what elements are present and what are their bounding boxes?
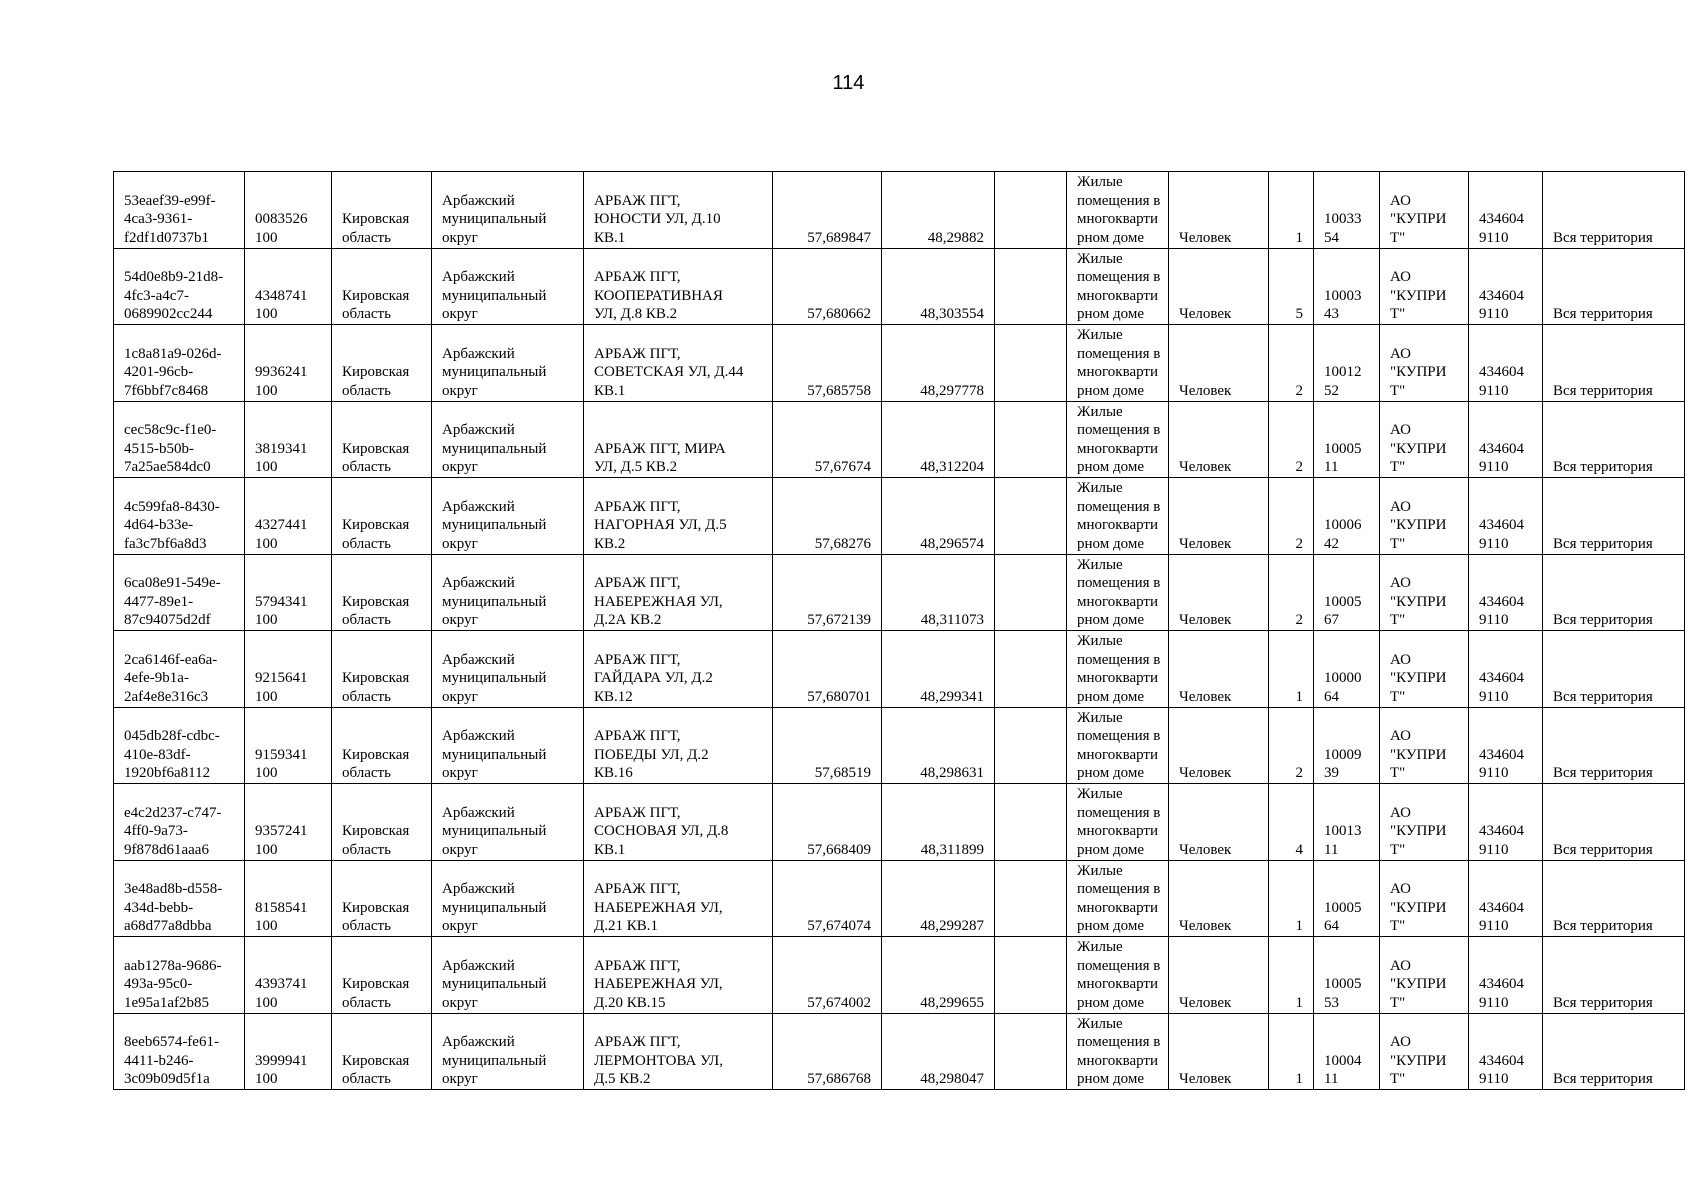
table-row [114, 784, 1685, 861]
id-cell: 10006 42 [1314, 478, 1380, 555]
unit-cell: Человек [1169, 401, 1269, 478]
district-cell: Арбажский муниципальный округ [432, 631, 584, 708]
region-cell: Кировская область [332, 554, 432, 631]
table-row [114, 554, 1685, 631]
empty-cell [995, 707, 1067, 784]
count-cell: 5 [1269, 248, 1314, 325]
address-cell: АРБАЖ ПГТ, КООПЕРАТИВНАЯ УЛ, Д.8 КВ.2 [584, 248, 773, 325]
inn-cell: 434604 9110 [1469, 631, 1543, 708]
table-row [114, 937, 1685, 1014]
count-cell: 1 [1269, 1013, 1314, 1090]
code-cell: 9215641 100 [245, 631, 332, 708]
longitude-cell: 48,298047 [882, 1013, 995, 1090]
id-cell: 10003 43 [1314, 248, 1380, 325]
code-cell: 9159341 100 [245, 707, 332, 784]
object-type-cell: Жилые помещения в многокварти рном доме [1067, 1013, 1169, 1090]
address-cell: АРБАЖ ПГТ, НАБЕРЕЖНАЯ УЛ, Д.21 КВ.1 [584, 860, 773, 937]
count-cell: 1 [1269, 860, 1314, 937]
uuid-cell: 6ca08e91-549e- 4477-89e1- 87c94075d2df [114, 554, 245, 631]
table-row [114, 707, 1685, 784]
latitude-cell: 57,672139 [773, 554, 882, 631]
region-cell: Кировская область [332, 478, 432, 555]
code-cell: 5794341 100 [245, 554, 332, 631]
address-cell: АРБАЖ ПГТ, СОВЕТСКАЯ УЛ, Д.44 КВ.1 [584, 325, 773, 402]
unit-cell: Человек [1169, 248, 1269, 325]
code-cell: 3999941 100 [245, 1013, 332, 1090]
district-cell: Арбажский муниципальный округ [432, 325, 584, 402]
inn-cell: 434604 9110 [1469, 401, 1543, 478]
district-cell: Арбажский муниципальный округ [432, 401, 584, 478]
uuid-cell: 045db28f-cdbc- 410e-83df- 1920bf6a8112 [114, 707, 245, 784]
empty-cell [995, 554, 1067, 631]
latitude-cell: 57,68519 [773, 707, 882, 784]
region-cell: Кировская область [332, 1013, 432, 1090]
empty-cell [995, 860, 1067, 937]
table-row [114, 860, 1685, 937]
operator-cell: АО "КУПРИ Т" [1380, 707, 1469, 784]
operator-cell: АО "КУПРИ Т" [1380, 248, 1469, 325]
inn-cell: 434604 9110 [1469, 784, 1543, 861]
object-type-cell: Жилые помещения в многокварти рном доме [1067, 937, 1169, 1014]
code-cell: 9357241 100 [245, 784, 332, 861]
operator-cell: АО "КУПРИ Т" [1380, 325, 1469, 402]
latitude-cell: 57,686768 [773, 1013, 882, 1090]
id-cell: 10005 53 [1314, 937, 1380, 1014]
unit-cell: Человек [1169, 937, 1269, 1014]
address-cell: АРБАЖ ПГТ, ГАЙДАРА УЛ, Д.2 КВ.12 [584, 631, 773, 708]
territory-cell: Вся территория [1543, 937, 1685, 1014]
longitude-cell: 48,299287 [882, 860, 995, 937]
longitude-cell: 48,298631 [882, 707, 995, 784]
table-row [114, 325, 1685, 402]
object-type-cell: Жилые помещения в многокварти рном доме [1067, 248, 1169, 325]
inn-cell: 434604 9110 [1469, 860, 1543, 937]
address-cell: АРБАЖ ПГТ, СОСНОВАЯ УЛ, Д.8 КВ.1 [584, 784, 773, 861]
address-cell: АРБАЖ ПГТ, НАБЕРЕЖНАЯ УЛ, Д.20 КВ.15 [584, 937, 773, 1014]
latitude-cell: 57,68276 [773, 478, 882, 555]
district-cell: Арбажский муниципальный округ [432, 937, 584, 1014]
code-cell: 8158541 100 [245, 860, 332, 937]
object-type-cell: Жилые помещения в многокварти рном доме [1067, 172, 1169, 249]
object-type-cell: Жилые помещения в многокварти рном доме [1067, 784, 1169, 861]
empty-cell [995, 248, 1067, 325]
table-row [114, 248, 1685, 325]
address-cell: АРБАЖ ПГТ, МИРА УЛ, Д.5 КВ.2 [584, 401, 773, 478]
id-cell: 10013 11 [1314, 784, 1380, 861]
operator-cell: АО "КУПРИ Т" [1380, 478, 1469, 555]
id-cell: 10012 52 [1314, 325, 1380, 402]
count-cell: 2 [1269, 478, 1314, 555]
address-cell: АРБАЖ ПГТ, НАГОРНАЯ УЛ, Д.5 КВ.2 [584, 478, 773, 555]
inn-cell: 434604 9110 [1469, 248, 1543, 325]
district-cell: Арбажский муниципальный округ [432, 248, 584, 325]
territory-cell: Вся территория [1543, 1013, 1685, 1090]
region-cell: Кировская область [332, 937, 432, 1014]
latitude-cell: 57,67674 [773, 401, 882, 478]
latitude-cell: 57,680662 [773, 248, 882, 325]
uuid-cell: 2ca6146f-ea6a- 4efe-9b1a- 2af4e8e316c3 [114, 631, 245, 708]
uuid-cell: 1c8a81a9-026d- 4201-96cb- 7f6bbf7c8468 [114, 325, 245, 402]
address-cell: АРБАЖ ПГТ, НАБЕРЕЖНАЯ УЛ, Д.2А КВ.2 [584, 554, 773, 631]
uuid-cell: 8eeb6574-fe61- 4411-b246- 3c09b09d5f1a [114, 1013, 245, 1090]
territory-cell: Вся территория [1543, 478, 1685, 555]
unit-cell: Человек [1169, 1013, 1269, 1090]
operator-cell: АО "КУПРИ Т" [1380, 1013, 1469, 1090]
count-cell: 2 [1269, 707, 1314, 784]
code-cell: 4393741 100 [245, 937, 332, 1014]
empty-cell [995, 784, 1067, 861]
id-cell: 10033 54 [1314, 172, 1380, 249]
object-type-cell: Жилые помещения в многокварти рном доме [1067, 860, 1169, 937]
unit-cell: Человек [1169, 172, 1269, 249]
inn-cell: 434604 9110 [1469, 554, 1543, 631]
operator-cell: АО "КУПРИ Т" [1380, 937, 1469, 1014]
territory-cell: Вся территория [1543, 401, 1685, 478]
uuid-cell: cec58c9c-f1e0- 4515-b50b- 7a25ae584dc0 [114, 401, 245, 478]
latitude-cell: 57,668409 [773, 784, 882, 861]
registry-table [113, 171, 1685, 1090]
latitude-cell: 57,685758 [773, 325, 882, 402]
unit-cell: Человек [1169, 631, 1269, 708]
longitude-cell: 48,296574 [882, 478, 995, 555]
district-cell: Арбажский муниципальный округ [432, 554, 584, 631]
inn-cell: 434604 9110 [1469, 325, 1543, 402]
id-cell: 10009 39 [1314, 707, 1380, 784]
object-type-cell: Жилые помещения в многокварти рном доме [1067, 478, 1169, 555]
latitude-cell: 57,689847 [773, 172, 882, 249]
latitude-cell: 57,680701 [773, 631, 882, 708]
longitude-cell: 48,311073 [882, 554, 995, 631]
object-type-cell: Жилые помещения в многокварти рном доме [1067, 325, 1169, 402]
count-cell: 1 [1269, 172, 1314, 249]
unit-cell: Человек [1169, 860, 1269, 937]
count-cell: 4 [1269, 784, 1314, 861]
region-cell: Кировская область [332, 248, 432, 325]
empty-cell [995, 631, 1067, 708]
territory-cell: Вся территория [1543, 325, 1685, 402]
id-cell: 10000 64 [1314, 631, 1380, 708]
id-cell: 10004 11 [1314, 1013, 1380, 1090]
district-cell: Арбажский муниципальный округ [432, 707, 584, 784]
page-number: 114 [832, 72, 865, 94]
count-cell: 2 [1269, 325, 1314, 402]
id-cell: 10005 64 [1314, 860, 1380, 937]
code-cell: 4327441 100 [245, 478, 332, 555]
table-row [114, 1013, 1685, 1090]
region-cell: Кировская область [332, 784, 432, 861]
region-cell: Кировская область [332, 707, 432, 784]
empty-cell [995, 1013, 1067, 1090]
address-cell: АРБАЖ ПГТ, ПОБЕДЫ УЛ, Д.2 КВ.16 [584, 707, 773, 784]
unit-cell: Человек [1169, 478, 1269, 555]
longitude-cell: 48,299341 [882, 631, 995, 708]
object-type-cell: Жилые помещения в многокварти рном доме [1067, 631, 1169, 708]
district-cell: Арбажский муниципальный округ [432, 478, 584, 555]
territory-cell: Вся территория [1543, 631, 1685, 708]
district-cell: Арбажский муниципальный округ [432, 784, 584, 861]
operator-cell: АО "КУПРИ Т" [1380, 172, 1469, 249]
uuid-cell: e4c2d237-c747- 4ff0-9a73- 9f878d61aaa6 [114, 784, 245, 861]
longitude-cell: 48,299655 [882, 937, 995, 1014]
inn-cell: 434604 9110 [1469, 172, 1543, 249]
region-cell: Кировская область [332, 325, 432, 402]
longitude-cell: 48,303554 [882, 248, 995, 325]
uuid-cell: 53eaef39-e99f- 4ca3-9361- f2df1d0737b1 [114, 172, 245, 249]
operator-cell: АО "КУПРИ Т" [1380, 554, 1469, 631]
unit-cell: Человек [1169, 707, 1269, 784]
inn-cell: 434604 9110 [1469, 1013, 1543, 1090]
latitude-cell: 57,674074 [773, 860, 882, 937]
unit-cell: Человек [1169, 784, 1269, 861]
empty-cell [995, 401, 1067, 478]
address-cell: АРБАЖ ПГТ, ЛЕРМОНТОВА УЛ, Д.5 КВ.2 [584, 1013, 773, 1090]
uuid-cell: 4c599fa8-8430- 4d64-b33e- fa3c7bf6a8d3 [114, 478, 245, 555]
object-type-cell: Жилые помещения в многокварти рном доме [1067, 554, 1169, 631]
inn-cell: 434604 9110 [1469, 478, 1543, 555]
inn-cell: 434604 9110 [1469, 937, 1543, 1014]
empty-cell [995, 478, 1067, 555]
region-cell: Кировская область [332, 860, 432, 937]
uuid-cell: aab1278a-9686- 493a-95c0- 1e95a1af2b85 [114, 937, 245, 1014]
uuid-cell: 3e48ad8b-d558- 434d-bebb- a68d77a8dbba [114, 860, 245, 937]
district-cell: Арбажский муниципальный округ [432, 860, 584, 937]
count-cell: 1 [1269, 937, 1314, 1014]
uuid-cell: 54d0e8b9-21d8- 4fc3-a4c7- 0689902cc244 [114, 248, 245, 325]
longitude-cell: 48,311899 [882, 784, 995, 861]
longitude-cell: 48,312204 [882, 401, 995, 478]
operator-cell: АО "КУПРИ Т" [1380, 784, 1469, 861]
territory-cell: Вся территория [1543, 554, 1685, 631]
region-cell: Кировская область [332, 631, 432, 708]
territory-cell: Вся территория [1543, 707, 1685, 784]
inn-cell: 434604 9110 [1469, 707, 1543, 784]
operator-cell: АО "КУПРИ Т" [1380, 860, 1469, 937]
address-cell: АРБАЖ ПГТ, ЮНОСТИ УЛ, Д.10 КВ.1 [584, 172, 773, 249]
unit-cell: Человек [1169, 554, 1269, 631]
table-row [114, 478, 1685, 555]
empty-cell [995, 325, 1067, 402]
region-cell: Кировская область [332, 401, 432, 478]
operator-cell: АО "КУПРИ Т" [1380, 401, 1469, 478]
latitude-cell: 57,674002 [773, 937, 882, 1014]
region-cell: Кировская область [332, 172, 432, 249]
id-cell: 10005 67 [1314, 554, 1380, 631]
count-cell: 2 [1269, 554, 1314, 631]
longitude-cell: 48,29882 [882, 172, 995, 249]
count-cell: 2 [1269, 401, 1314, 478]
unit-cell: Человек [1169, 325, 1269, 402]
object-type-cell: Жилые помещения в многокварти рном доме [1067, 401, 1169, 478]
territory-cell: Вся территория [1543, 172, 1685, 249]
empty-cell [995, 937, 1067, 1014]
district-cell: Арбажский муниципальный округ [432, 1013, 584, 1090]
code-cell: 3819341 100 [245, 401, 332, 478]
table-row [114, 401, 1685, 478]
territory-cell: Вся территория [1543, 784, 1685, 861]
empty-cell [995, 172, 1067, 249]
count-cell: 1 [1269, 631, 1314, 708]
object-type-cell: Жилые помещения в многокварти рном доме [1067, 707, 1169, 784]
table-row [114, 172, 1685, 249]
territory-cell: Вся территория [1543, 248, 1685, 325]
id-cell: 10005 11 [1314, 401, 1380, 478]
operator-cell: АО "КУПРИ Т" [1380, 631, 1469, 708]
code-cell: 0083526 100 [245, 172, 332, 249]
code-cell: 9936241 100 [245, 325, 332, 402]
district-cell: Арбажский муниципальный округ [432, 172, 584, 249]
longitude-cell: 48,297778 [882, 325, 995, 402]
territory-cell: Вся территория [1543, 860, 1685, 937]
code-cell: 4348741 100 [245, 248, 332, 325]
table-row [114, 631, 1685, 708]
